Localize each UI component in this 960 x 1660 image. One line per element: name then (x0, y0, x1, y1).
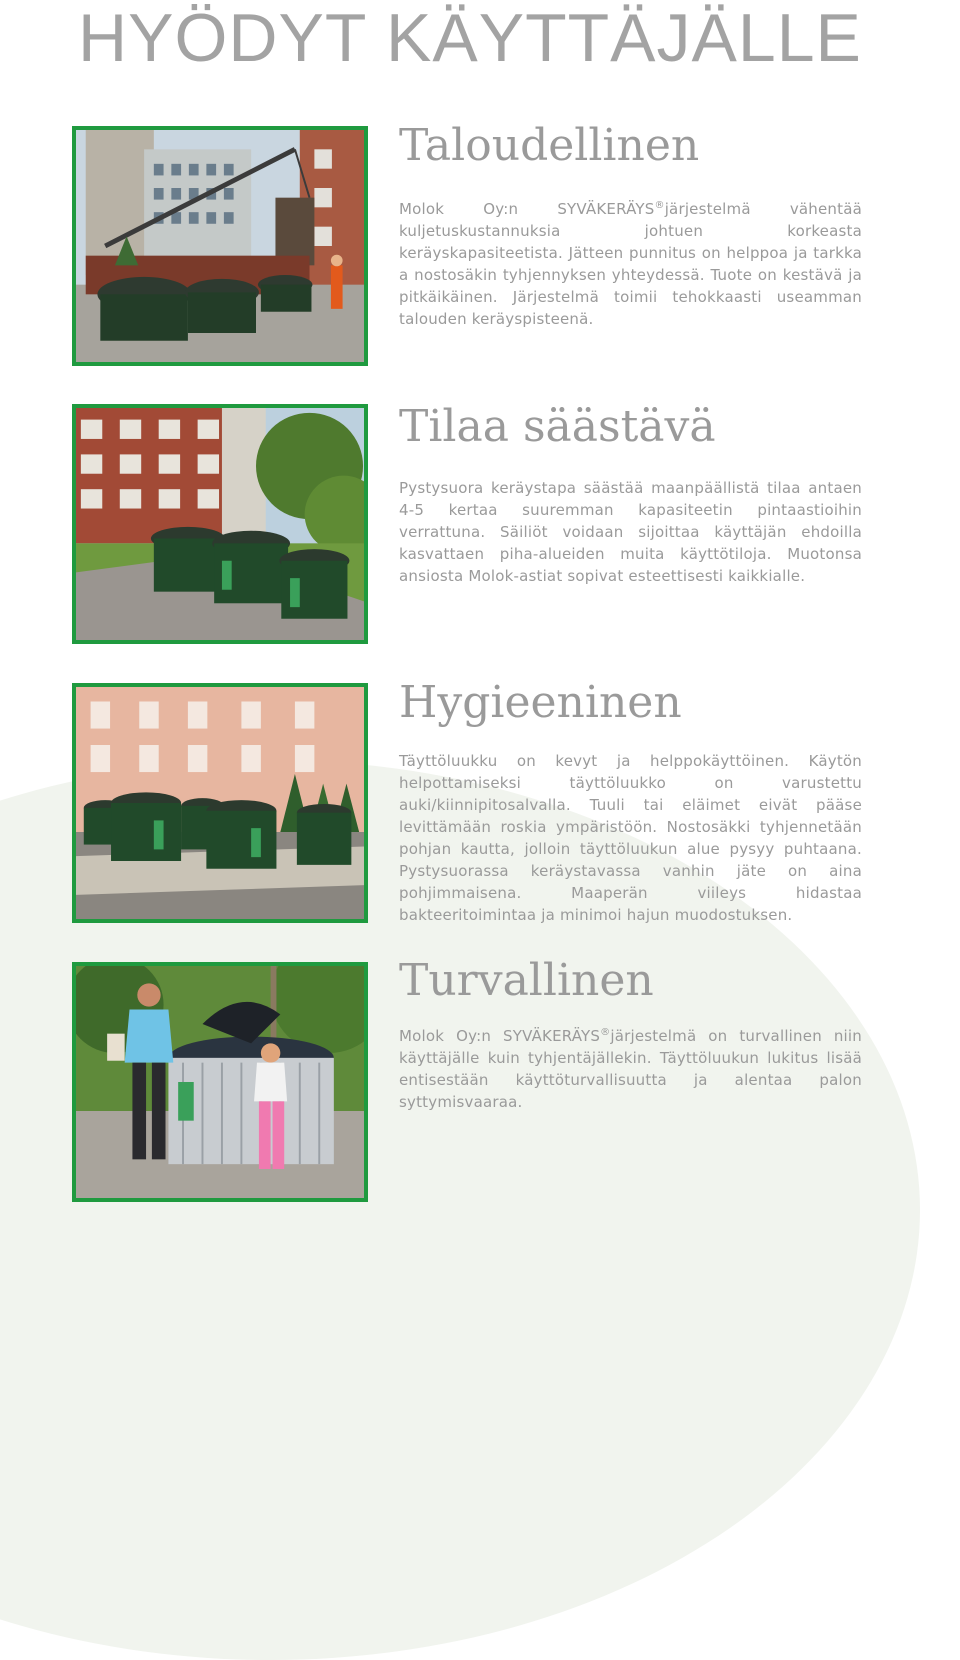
photo-pink-building-containers (72, 683, 368, 923)
section-text: Täyttöluukku on kevyt ja helppokäyttöinen. Käytön helpottamiseksi täyttöluukko on varustettu auki/kiinnipitosalvalla. Tuuli tai eläimet eivät pääse levittämään roskia ympäristöön. Nostosäkki tyhjennetään pohjan kautta, jolloin täyttöluukun alue pysyy puhtaana. Pystysuorassa keräystavassa vanhin jäte on aina pohjimmaisena. Maaperän viileys hidastaa bakteeritoimintaa ja minimoi hajun muodostuksen. (399, 752, 862, 924)
section-text: Molok Oy:n SYVÄKERÄYS®järjestelmä on turvallinen niin käyttäjälle kuin tyhjentäjällekin. Täyttöluukun lukitus lisää entisestään käyttöturvallisuutta ja alentaa palon syttymisvaaraa. (399, 1027, 862, 1111)
photo-brick-apartment-containers (72, 404, 368, 644)
section-heading: Hygieeninen (399, 677, 682, 728)
section-tilaa-saastava (399, 401, 862, 587)
section-text: Molok Oy:n SYVÄKERÄYS®järjestelmä vähentää kuljetuskustannuksia johtuen korkeasta keräyskapasiteetista. Jätteen punnitus on helppoa ja tarkka a nostosäkin tyhjennyksen yhteydessä. Tuote on kestävä ja pitkäikäinen. Järjestelmä toimii tehokkaasti useamman talouden keräyspisteenä. (399, 200, 862, 328)
section-hygieeninen (399, 677, 862, 926)
section-taloudellinen (399, 120, 862, 330)
page-title: HYÖDYT KÄYTTÄJÄLLE (78, 0, 862, 76)
photo-crane-containers (72, 126, 368, 366)
registered-mark: ® (654, 200, 665, 211)
section-heading: Tilaa säästävä (399, 401, 716, 452)
registered-mark: ® (600, 1027, 611, 1038)
section-turvallinen (399, 955, 862, 1113)
photo-woman-child-container (72, 962, 368, 1202)
section-heading: Taloudellinen (399, 120, 700, 171)
section-heading: Turvallinen (399, 955, 654, 1006)
section-text: Pystysuora keräystapa säästää maanpäällistä tilaa antaen 4-5 kertaa suuremman kapasiteetin pintaastioihin verrattuna. Säiliöt voidaan sijoittaa käyttäjän ehdoilla kasvattaen piha-alueiden muita käyttötiloja. Muotonsa ansiosta Molok-astiat sopivat esteettisesti kaikkialle. (399, 479, 862, 585)
